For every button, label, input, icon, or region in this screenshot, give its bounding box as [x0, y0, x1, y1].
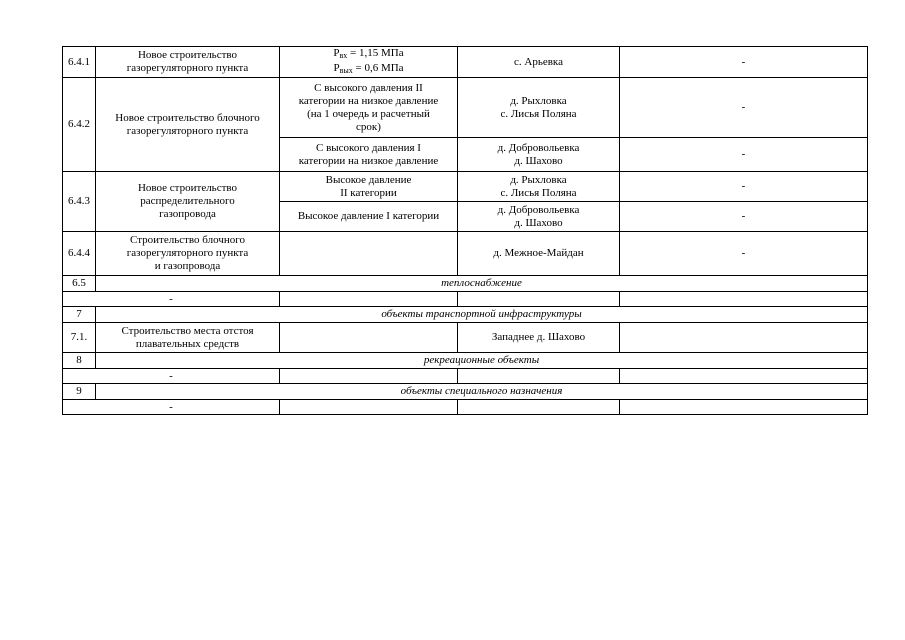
object-name: Строительство места отстоя плавательных средств: [96, 323, 280, 353]
object-location: [458, 369, 620, 384]
table-row: [63, 369, 868, 384]
object-note: [620, 400, 868, 415]
object-characteristics: Высокое давление II категории: [280, 172, 458, 202]
object-characteristics: С высокого давления I категории на низкое давление: [280, 138, 458, 172]
object-note: -: [620, 47, 868, 78]
object-name: Новое строительство блочного газорегуляторного пункта: [96, 78, 280, 172]
object-characteristics: [280, 292, 458, 307]
object-note: -: [620, 78, 868, 138]
row-number: 6.4.1: [63, 47, 96, 78]
object-characteristics: С высокого давления II категории на низкое давление (на 1 очередь и расчетный срок): [280, 78, 458, 138]
section-number: 8: [63, 353, 96, 369]
object-characteristics: [280, 323, 458, 353]
empty-object-name: -: [63, 369, 280, 384]
object-location: д. Добровольевка д. Шахово: [458, 138, 620, 172]
object-note: [620, 292, 868, 307]
table-row: [63, 172, 868, 202]
table-row: [63, 47, 868, 78]
object-location: д. Рыхловка с. Лисья Поляна: [458, 78, 620, 138]
object-note: -: [620, 172, 868, 202]
object-location: с. Арьевка: [458, 47, 620, 78]
section-title: объекты специального назначения: [96, 384, 868, 400]
empty-object-name: -: [63, 400, 280, 415]
table-row: [63, 323, 868, 353]
section-title: теплоснабжение: [96, 276, 868, 292]
object-note: -: [620, 138, 868, 172]
section-row: [63, 276, 868, 292]
object-location: д. Добровольевка д. Шахово: [458, 202, 620, 232]
section-row: [63, 353, 868, 369]
section-number: 7: [63, 307, 96, 323]
object-note: [620, 323, 868, 353]
section-number: 6.5: [63, 276, 96, 292]
section-row: [63, 384, 868, 400]
table-row: [63, 78, 868, 138]
object-characteristics: Высокое давление I категории: [280, 202, 458, 232]
table-row: [63, 400, 868, 415]
object-name: Строительство блочного газорегуляторного пункта и газопровода: [96, 232, 280, 276]
section-row: [63, 307, 868, 323]
object-characteristics: [280, 232, 458, 276]
table-row: [63, 292, 868, 307]
object-location: Западнее д. Шахово: [458, 323, 620, 353]
object-location: д. Рыхловка с. Лисья Поляна: [458, 172, 620, 202]
object-name: Новое строительство газорегуляторного пункта: [96, 47, 280, 78]
object-note: -: [620, 202, 868, 232]
plan-table: [62, 46, 868, 415]
outlet-pressure: $Р_{вых} = 0,6$ МПа: [333, 62, 404, 75]
section-number: 9: [63, 384, 96, 400]
row-number: 6.4.3: [63, 172, 96, 232]
object-location: д. Межное-Майдан: [458, 232, 620, 276]
row-number: 6.4.4: [63, 232, 96, 276]
object-note: [620, 369, 868, 384]
object-characteristics: [280, 400, 458, 415]
row-number: 6.4.2: [63, 78, 96, 172]
object-location: [458, 400, 620, 415]
inlet-pressure: $Р_{вх} = 1,15$ МПа: [333, 47, 404, 60]
row-number: 7.1.: [63, 323, 96, 353]
section-title: объекты транспортной инфраструктуры: [96, 307, 868, 323]
object-name: Новое строительство распределительного газопровода: [96, 172, 280, 232]
object-location: [458, 292, 620, 307]
object-note: -: [620, 232, 868, 276]
object-characteristics: [280, 369, 458, 384]
table-row: [63, 232, 868, 276]
empty-object-name: -: [63, 292, 280, 307]
object-characteristics: [280, 47, 458, 78]
section-title: рекреационные объекты: [96, 353, 868, 369]
